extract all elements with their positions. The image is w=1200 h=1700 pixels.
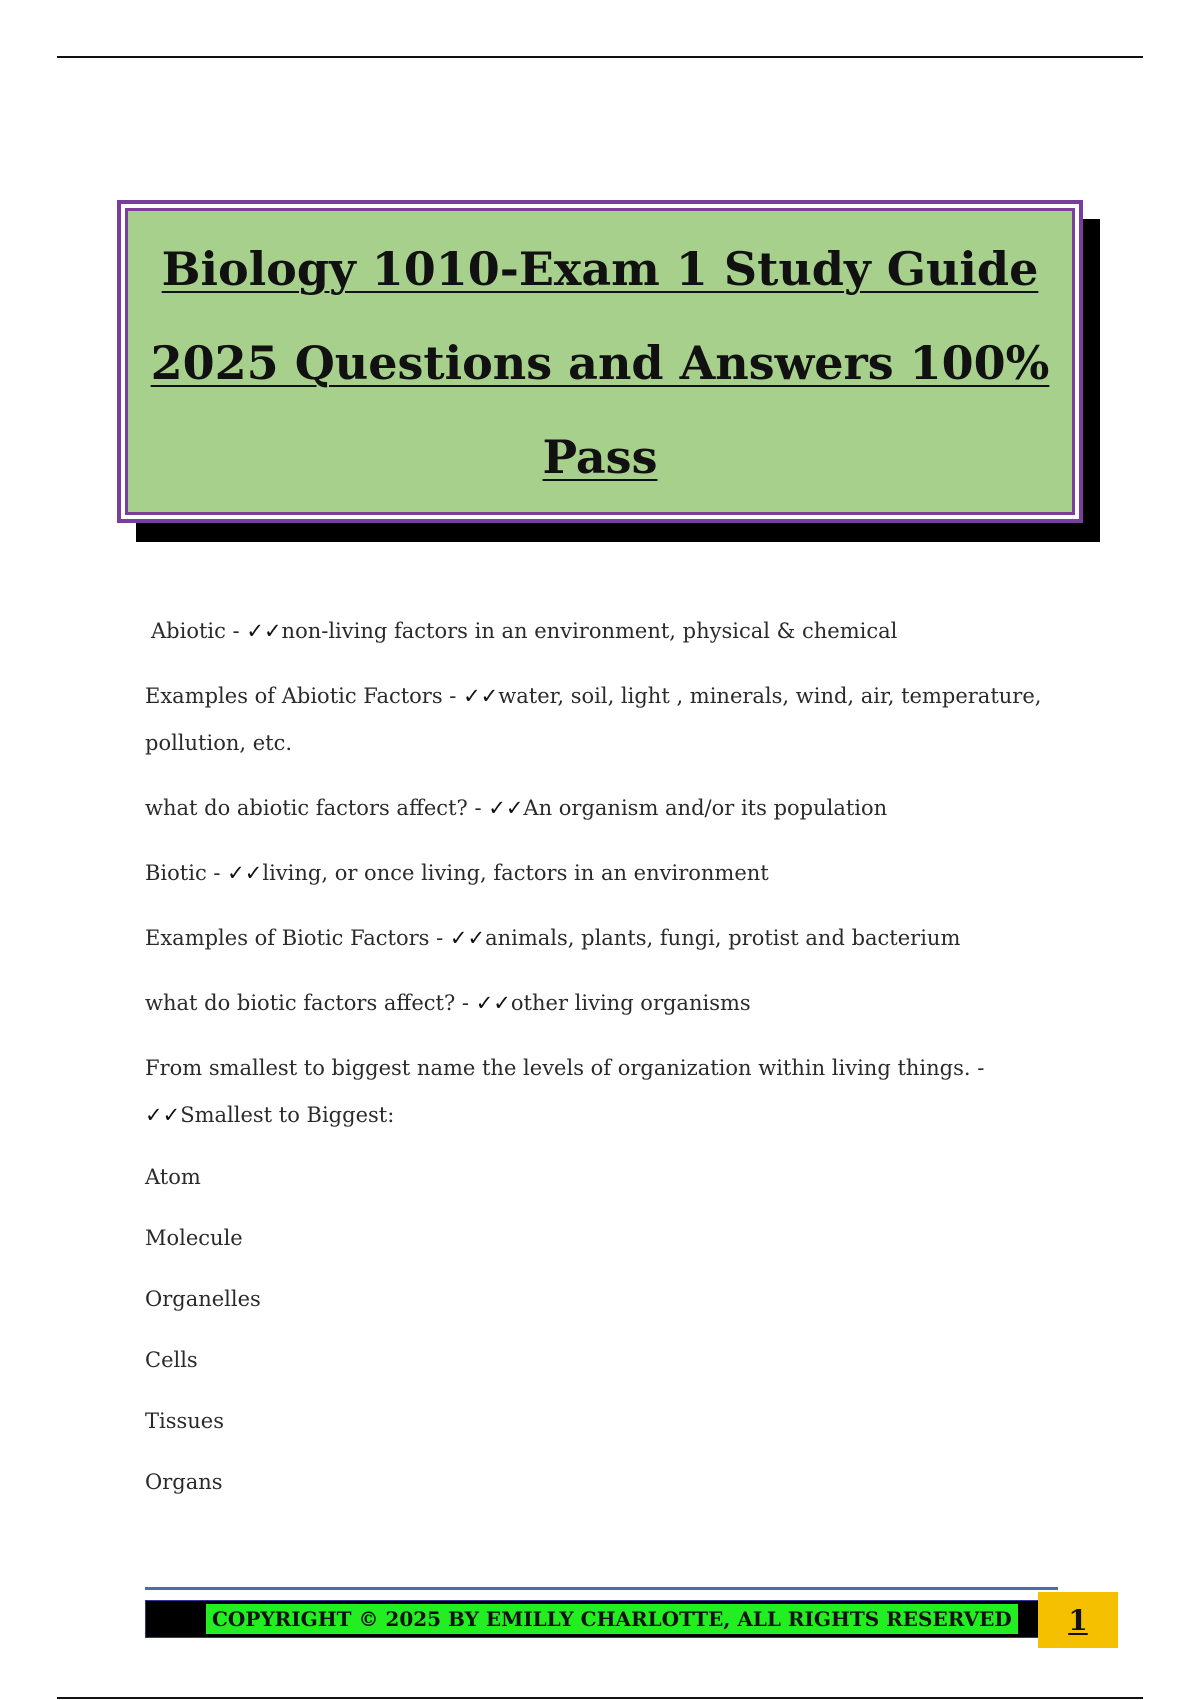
double-check-icon: ✓✓ xyxy=(145,1103,181,1127)
qa-answer: Smallest to Biggest: xyxy=(180,1103,395,1127)
footer-bar xyxy=(145,1600,1058,1638)
double-check-icon: ✓✓ xyxy=(449,926,486,950)
qa-question: Biotic - xyxy=(145,861,228,885)
level-item: Atom xyxy=(145,1165,201,1189)
page-number-box xyxy=(1038,1592,1118,1648)
qa-question: what do biotic factors affect? - xyxy=(145,991,476,1015)
qa-answer: other living organisms xyxy=(510,991,751,1015)
qa-question: Examples of Biotic Factors - xyxy=(145,926,450,950)
qa-item-abiotic-examples xyxy=(145,673,1065,767)
qa-answer: non-living factors in an environment, physical & chemical xyxy=(281,619,898,643)
double-check-icon: ✓✓ xyxy=(246,619,282,643)
title-box xyxy=(117,200,1083,523)
qa-item-biotic-examples xyxy=(145,915,1065,962)
level-item: Tissues xyxy=(145,1409,225,1433)
copyright-notice: COPYRIGHT © 2025 BY EMILLY CHARLOTTE, ALL RIGHTS RESERVED xyxy=(206,1604,1018,1634)
double-check-icon: ✓✓ xyxy=(227,861,263,885)
qa-answer: An organism and/or its population xyxy=(523,796,888,820)
qa-question: Examples of Abiotic Factors - xyxy=(145,684,464,708)
bottom-rule xyxy=(57,1697,1143,1699)
title-box-inner xyxy=(125,208,1075,515)
level-item: Cells xyxy=(145,1348,198,1372)
footer-rule xyxy=(145,1587,1058,1590)
qa-item-biotic xyxy=(145,850,1065,897)
double-check-icon: ✓✓ xyxy=(475,991,511,1015)
level-item: Organelles xyxy=(145,1287,261,1311)
qa-item-abiotic xyxy=(145,608,1065,655)
double-check-icon: ✓✓ xyxy=(463,684,499,708)
qa-answer: living, or once living, factors in an environment xyxy=(262,861,769,885)
qa-answer: water, soil, light , minerals, wind, air, temperature, pollution, etc. xyxy=(145,684,1042,755)
qa-item-levels-of-organization xyxy=(145,1045,1065,1139)
title-line-3: Pass xyxy=(542,429,658,484)
qa-item-biotic-affect xyxy=(145,980,1065,1027)
level-item: Organs xyxy=(145,1470,223,1494)
top-rule xyxy=(57,56,1143,58)
title-line-2: 2025 Questions and Answers 100% xyxy=(150,335,1050,390)
qa-item-abiotic-affect xyxy=(145,785,1065,832)
title-line-1: Biology 1010-Exam 1 Study Guide xyxy=(161,241,1039,296)
qa-question: what do abiotic factors affect? - xyxy=(145,796,489,820)
page-number: 1 xyxy=(1068,1603,1088,1637)
double-check-icon: ✓✓ xyxy=(488,796,524,820)
level-item: Molecule xyxy=(145,1226,243,1250)
qa-question: From smallest to biggest name the levels of organization within living things. - xyxy=(145,1056,985,1080)
qa-answer: animals, plants, fungi, protist and bacterium xyxy=(485,926,961,950)
study-guide-content xyxy=(145,608,1065,1513)
qa-question: Abiotic - xyxy=(151,619,247,643)
